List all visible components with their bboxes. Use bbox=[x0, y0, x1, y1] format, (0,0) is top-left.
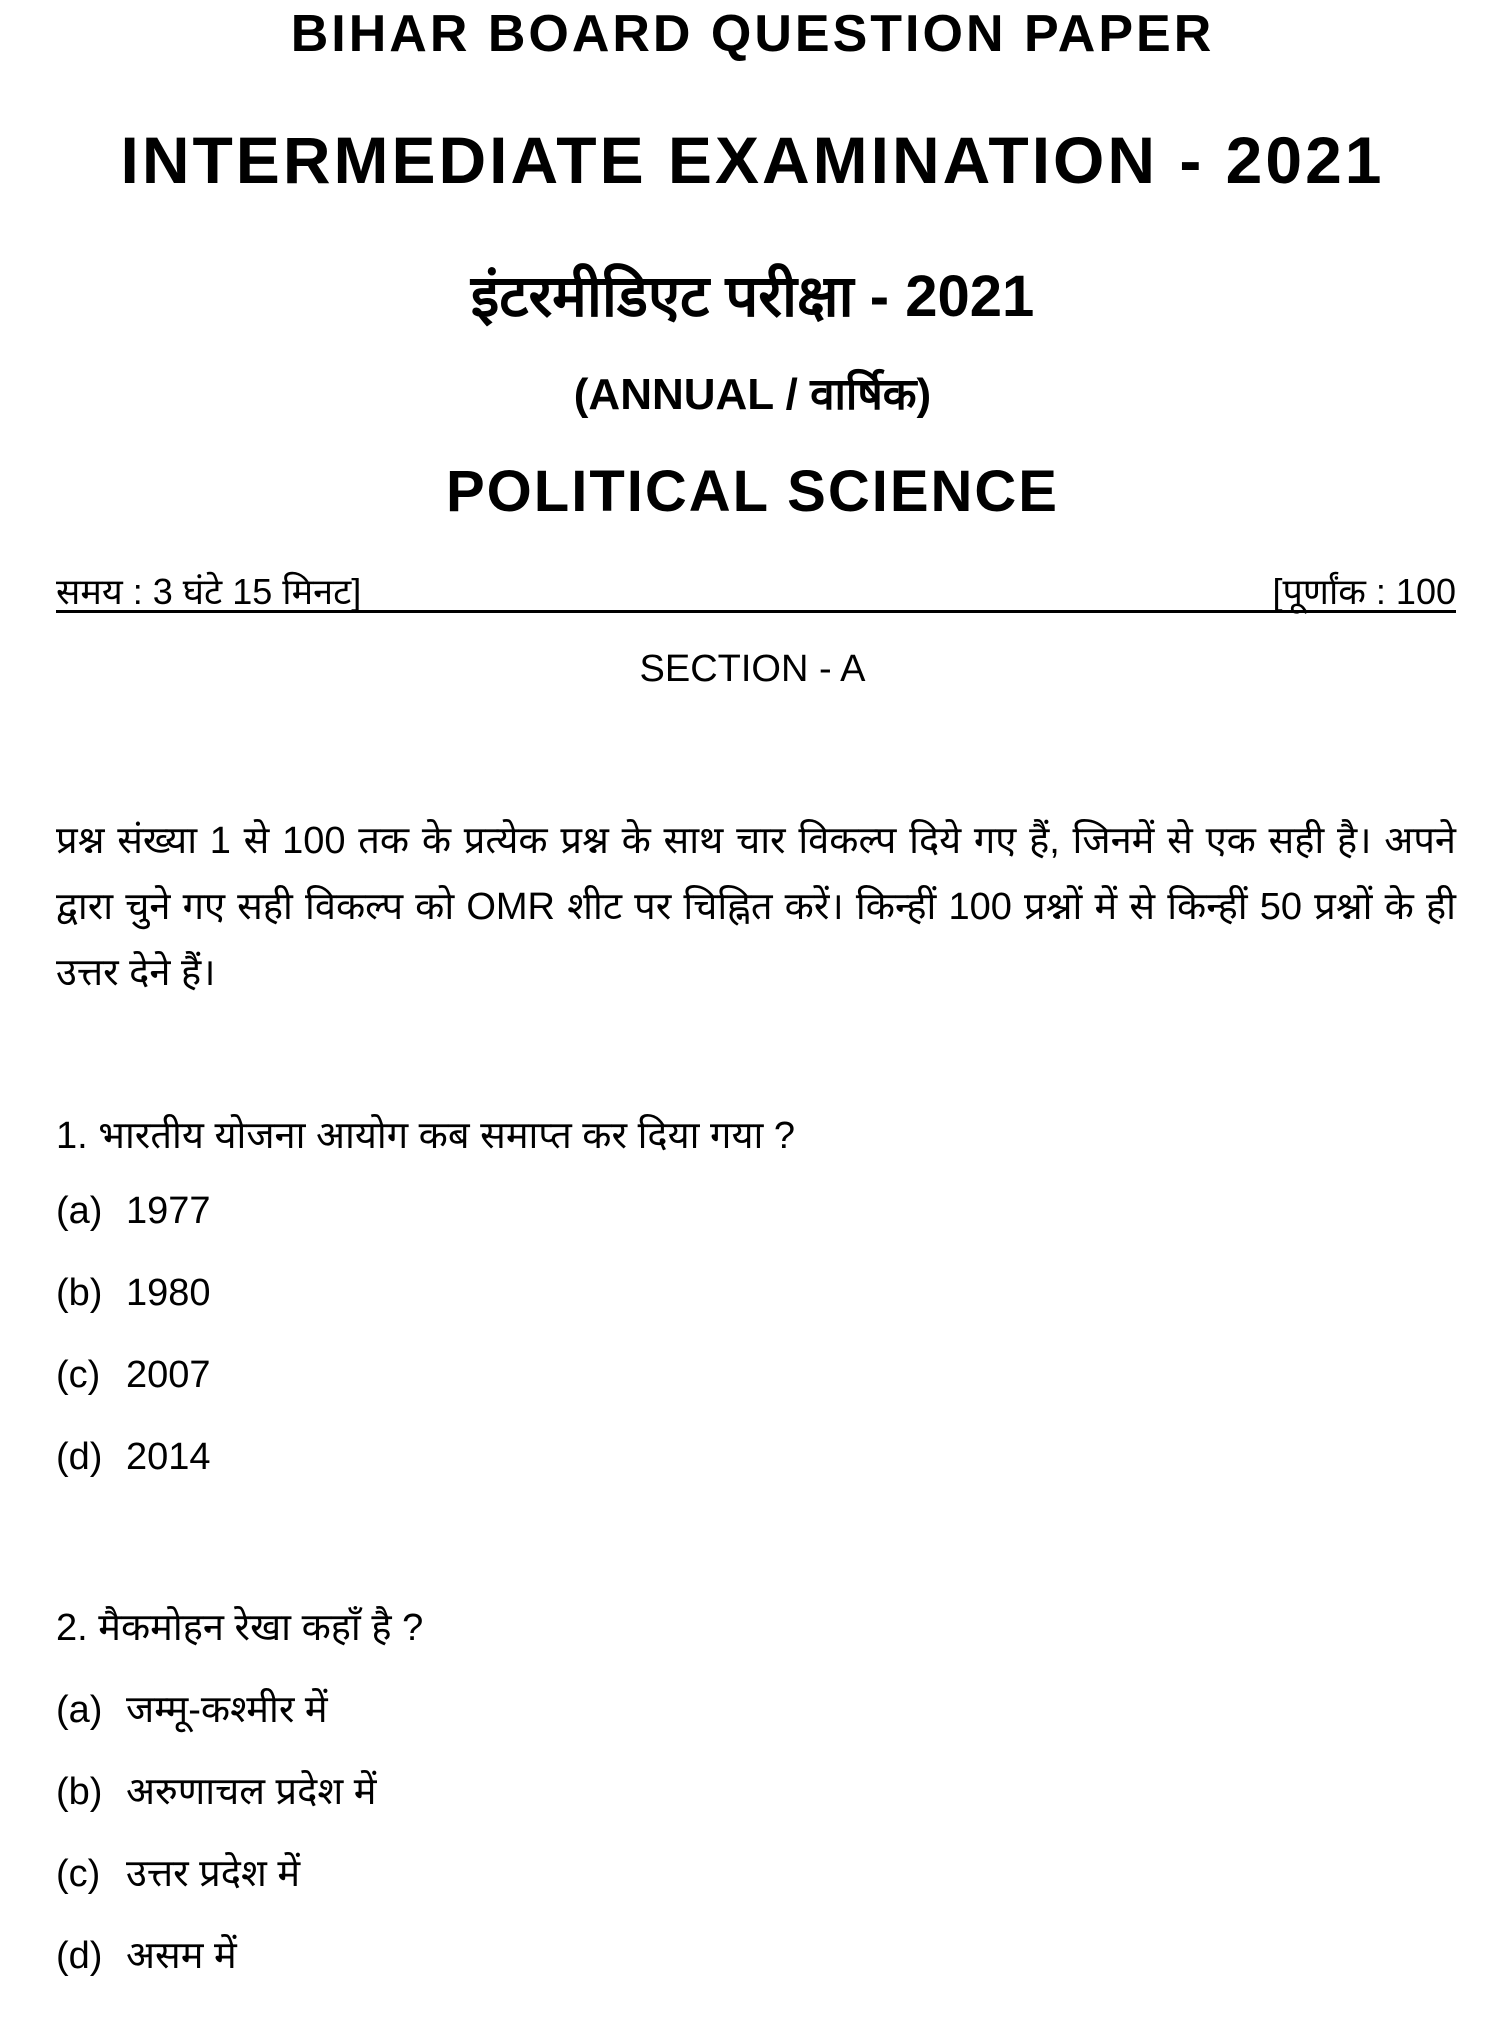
option-label: (c) bbox=[56, 1853, 101, 1895]
section-heading: SECTION - A bbox=[639, 648, 866, 690]
option-label: (d) bbox=[56, 1935, 103, 1977]
option-text: असम में bbox=[126, 1935, 237, 1977]
option-text: 2014 bbox=[126, 1436, 211, 1478]
exam-meta-row bbox=[56, 566, 1456, 613]
option-label: (b) bbox=[56, 1771, 103, 1813]
subject-title: POLITICAL SCIENCE bbox=[446, 459, 1059, 524]
question-2-option-d bbox=[56, 1928, 237, 1980]
question-1-option-b bbox=[56, 1272, 211, 1315]
option-label: (a) bbox=[56, 1689, 103, 1731]
question-2-option-b bbox=[56, 1764, 376, 1816]
option-text: 2007 bbox=[126, 1354, 211, 1396]
question-1-option-d bbox=[56, 1436, 211, 1479]
option-text: 1977 bbox=[126, 1190, 211, 1232]
option-text: 1980 bbox=[126, 1272, 211, 1314]
instructions: प्रश्न संख्या 1 से 100 तक के प्रत्येक प्रश्न के साथ चार विकल्प दिये गए हैं, जिनमें से एक सही है। अपने द्वारा चुने गए सही विकल्प को OMR शीट पर चिह्नित करें। किन्हीं 100 प्रश्नों में से किन्हीं 50 प्रश्नों के ही उत्तर देने हैं। bbox=[56, 820, 1456, 994]
exam-type: (ANNUAL / वार्षिक) bbox=[573, 370, 932, 419]
full-marks: [पूर्णांक : 100 bbox=[1272, 571, 1456, 612]
question-2: 2. मैकमोहन रेखा कहाँ है ? bbox=[56, 1607, 424, 1649]
exam-title: INTERMEDIATE EXAMINATION - 2021 bbox=[120, 123, 1385, 197]
board-title: BIHAR BOARD QUESTION PAPER bbox=[290, 5, 1215, 63]
option-text: अरुणाचल प्रदेश में bbox=[126, 1771, 377, 1813]
time-allowed: समय : 3 घंटे 15 मिनट] bbox=[56, 571, 362, 612]
question-1: 1. भारतीय योजना आयोग कब समाप्त कर दिया गया ? bbox=[56, 1115, 796, 1157]
exam-title-hindi: इंटरमीडिएट परीक्षा - 2021 bbox=[470, 264, 1035, 329]
option-label: (d) bbox=[56, 1436, 103, 1478]
question-1-option-a bbox=[56, 1190, 211, 1233]
option-label: (c) bbox=[56, 1354, 101, 1396]
option-text: जम्मू-कश्मीर में bbox=[126, 1689, 328, 1731]
option-label: (b) bbox=[56, 1272, 103, 1314]
option-text: उत्तर प्रदेश में bbox=[126, 1853, 301, 1895]
question-1-option-c bbox=[56, 1354, 211, 1397]
option-label: (a) bbox=[56, 1190, 103, 1232]
question-2-option-a bbox=[56, 1682, 328, 1734]
question-2-option-c bbox=[56, 1846, 300, 1898]
